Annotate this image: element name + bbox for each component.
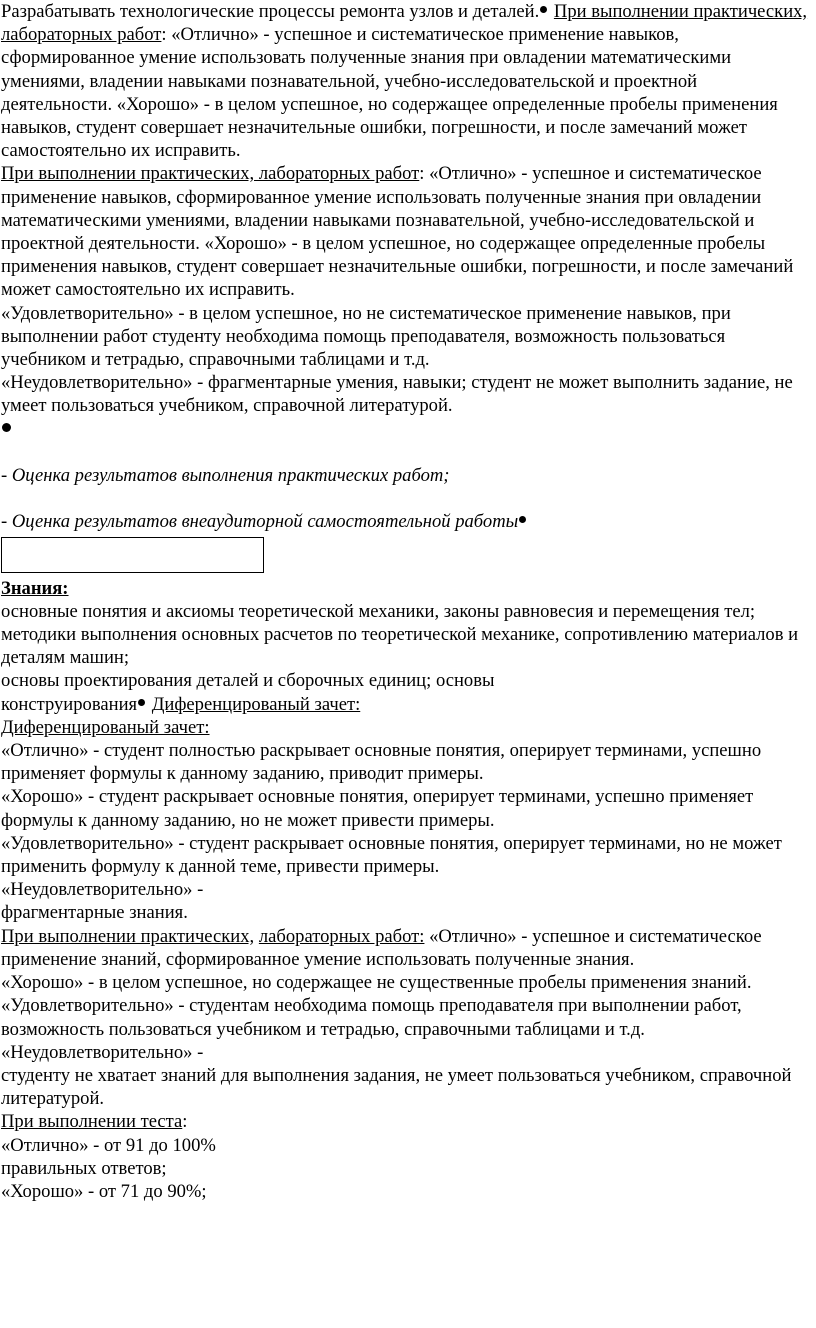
practical-good: «Хорошо» - в целом успешное, но содержащее не существенные пробелы применения знаний. [1,972,752,994]
practical-work-title: При выполнении практических, лабораторных работ [1,1,808,46]
practical-title-a: При выполнении практических, [1,925,255,947]
practical-unsat-label: «Неудовлетворительно» - [1,1041,204,1063]
test-good: «Хорошо» - от 71 до 90%; [1,1180,207,1202]
intro-lead: Разрабатывать технологические процессы ремонта узлов и деталей. [1,1,540,22]
bullet-icon [138,699,145,706]
knowledge-line-1: основные понятия и аксиомы теоретической механики, законы равновесия и перемещения тел; [1,600,756,622]
test-excellent: «Отлично» - от 91 до 100% [1,1134,216,1156]
bullet-icon [519,516,526,523]
practical-title-b: лабораторных работ: [258,925,425,947]
skills-body: : «Отлично» - успешное и систематическое применение навыков, сформированное умение использовать полученные знания при овладении математическими умениями, владении навыками познавательной, учебно-исследовательской и проектной деятельности. «Хорошо» - в целом успешное, но содержащее определенные пробелы применения навыков, студент совершает незначительные ошибки, погрешности, и после замечаний может самостоятельно их исправить. [1,163,794,301]
spacer [1,441,808,464]
skills-unsatisfactory: «Неудовлетворительно» - фрагментарные умения, навыки; студент не может выполнить задание, не умеет пользоваться учебником, справочной литературой. [1,372,793,417]
zachet-heading: Диференцированый зачет: [1,716,210,738]
zachet-inline: Диференцированый зачет: [151,693,361,715]
test-title: При выполнении теста [1,1111,183,1133]
zachet-good: «Хорошо» - студент раскрывает основные понятия, оперирует терминами, успешно применяет формулы к данному заданию, но не может привести примеры. [1,786,754,831]
bullet-icon [2,423,11,432]
zachet-excellent: «Отлично» - студент полностью раскрывает основные понятия, оперирует терминами, успешно применяет формулы к данному заданию, приводит примеры. [1,740,762,785]
empty-frame [1,537,264,573]
test-excellent-cont: правильных ответов; [1,1157,167,1179]
knowledge-line-2: методики выполнения основных расчетов по теоретической механике, сопротивлению материалов и деталям машин; [1,624,799,669]
skills-paragraph [1,162,808,301]
zachet-satisfactory: «Удовлетворительно» - студент раскрывает основные понятия, оперирует терминами, но не может применить формулу к данной теме, привести примеры. [1,832,782,878]
assessment-item-practical: - Оценка результатов выполнения практических работ; [1,465,450,487]
practical-unsat-text: студенту не хватает знаний для выполнения задания, не умеет пользоваться учебником, справочной литературой. [1,1064,792,1110]
spacer [1,487,808,510]
knowledge-heading: Знания: [1,577,69,599]
bullet-icon [540,6,547,13]
zachet-unsat-label: «Неудовлетворительно» - [1,879,204,901]
test-colon: : [182,1111,188,1133]
assessment-item-independent-text: - Оценка результатов внеаудиторной самостоятельной работы [1,511,519,533]
skills-satisfactory: «Удовлетворительно» - в целом успешное, но не систематическое применение навыков, при выполнении работ студенту необходима помощь преподавателя, возможность пользоваться учебником и тетрадью, справочными таблицами и т.д. [1,302,731,371]
practical-work-body: : «Отлично» - успешное и систематическое применение навыков, сформированное умение использовать полученные знания при овладении математическими умениями, владении навыками познавательной, учебно-исследовательской и проектной деятельности. «Хорошо» - в целом успешное, но содержащее определенные пробелы применения навыков, студент совершает незначительные ошибки, погрешности, и после замечаний может самостоятельно их исправить. [1,24,778,162]
practical-excellent-text: «Отлично» - успешное и систематическое применение знаний, сформированное умение использовать полученные знания. [1,925,762,970]
assessment-item-independent [1,510,808,533]
bullet-line [1,418,808,441]
knowledge-line-3a: основы проектирования деталей и сборочных единиц; основы [1,670,495,692]
practical-excellent [1,925,808,971]
skills-title: При выполнении практических, лабораторных работ [1,163,420,185]
intro-paragraph [1,0,808,162]
test-heading [1,1110,808,1133]
practical-satisfactory: «Удовлетворительно» - студентам необходима помощь преподавателя при выполнении работ, возможность пользоваться учебником и тетрадью, справочными таблицами и т.д. [1,995,742,1040]
zachet-unsat-text: фрагментарные знания. [1,902,188,924]
knowledge-line-3b [1,693,808,716]
knowledge-line-3b-text: конструирования [1,693,138,715]
